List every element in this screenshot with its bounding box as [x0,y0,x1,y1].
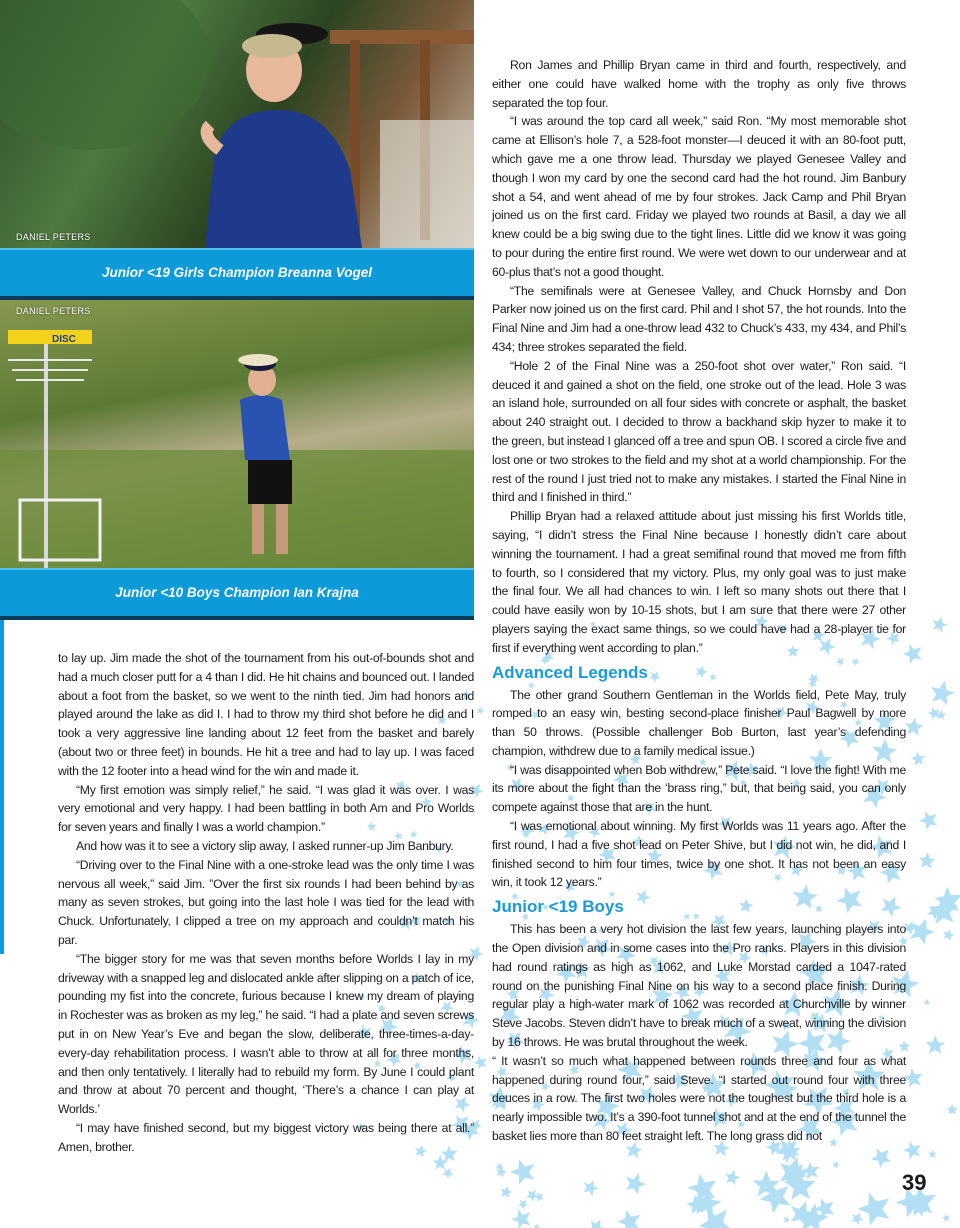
star-decoration [946,1102,960,1117]
star-decoration [928,678,957,706]
article-column-left [58,649,474,1157]
photo-breanna-vogel [0,0,474,248]
star-decoration [494,1161,505,1172]
article-paragraph: “I was disappointed when Bob withdrew,” Pete said. “I love the fight! With me its more about the fight than the ‘brass ring,” but, that being said, you can only compete against those that are in the hunt. [492,762,906,815]
star-decoration [615,1205,647,1228]
page-number: 39 [902,1170,927,1195]
star-decoration [941,927,956,941]
star-decoration [930,615,949,634]
star-decoration [723,1168,742,1186]
article-paragraph: Ron James and Phillip Bryan came in third and fourth, respectively, and either one could have walked home with the trophy as only five throws separated the top four. [492,58,906,110]
star-decoration [832,1160,841,1168]
star-decoration [580,1177,601,1197]
star-decoration [622,1170,649,1196]
photo-credit: DANIEL PETERS [16,306,91,316]
article-column-right [492,56,906,1146]
star-decoration [903,716,924,736]
star-decoration [472,1053,491,1072]
star-decoration [516,1197,530,1211]
star-decoration [782,1215,791,1223]
article-paragraph: “Driving over to the Final Nine with a one-stroke lead was the only time I was nervous all week,” said Jim. ”Over the first six rounds I had been behind by as many as seven strokes, but going into the last hole I was tied for the lead with Chuck. Unfortunately, I clipped a tree on my approach and couldn’t match his par. [58,857,474,947]
article-paragraph: to lay up. Jim made the shot of the tournament from his out-of-bounds shot and had a much closer putt for a 4 than I did. He hit chains and bounced out. I landed about a foot from the basket, so we went to the ninth tied. Jim had honors and played around the lake as did I. I had to throw my third shot before he did and I took a very aggressive line landing about 12 feet from the basket and barely (about two or three feet) in bounds. He hit a tree and had to lay up. I was faced with the 12 footer into a head wind for the win and made it. [58,651,474,778]
photo-caption: Junior <19 Girls Champion Breanna Vogel [0,248,474,300]
star-decoration [507,1154,542,1189]
article-paragraph: “I was around the top card all week,” said Ron. “My most memorable shot came at Ellison’s hole 7, a 528-foot monster—I deuced it with an 80-foot putt, which gave me a one throw lead. Thursday we played Genesee Valley and though I won my card by one the second card had the hot round. Jim Banbury shot a 54, and went ahead of me by four strokes. Jack Camp and Phil Bryan joined us on the first card. Friday we played two rounds at Basil, a day we all knew could be a big swing due to the tight lines. Little did we know it was going to pour during the entire first round. We were wet down to our underwear and at 60-plus that’s not a good thought. [492,114,906,279]
star-decoration [923,999,931,1006]
star-decoration [928,1149,938,1158]
star-decoration [918,851,937,869]
star-decoration [532,1222,541,1228]
star-decoration [910,749,928,768]
photo-ian-krajna [0,300,474,568]
star-decoration [849,1210,866,1227]
article-paragraph: Phillip Bryan had a relaxed attitude about just missing his first Worlds title, saying, “I didn’t stress the Final Nine because I honestly didn’t care about winning the tournament. I had a great semifinal round that moved me from fifth to fourth, so I considered that my victory. Plus, my only goal was to just make the final four. We all had chances to win. I left so many shots out there that I could have easily won by 10-15 shots, but I am sure that there were 27 other players saying the exact same things, so we could have had a 28-player tie for first if everything went according to plan.” [492,509,906,655]
article-paragraph: The other grand Southern Gentleman in the Worlds field, Pete May, truly romped to an easy win, besting second-place finisher Paul Bagwell by more than 50 throws. (Possible challenger Bob Burton, last year’s defending champion, withdrew due to a family medical issue.) [492,687,906,758]
article-paragraph: “I may have finished second, but my biggest victory was being there at all.” Amen, brother. [58,1120,474,1154]
svg-text:DISC: DISC [52,334,76,345]
photo-credit: DANIEL PETERS [16,232,91,242]
article-paragraph: “I was emotional about winning. My first Worlds was 11 years ago. After the first round, I had a five shot lead on Peter Shive, but I did not win, he did, and I finished second to him four times, twice by one shot. It has not been an easy win, it took 12 years.” [492,819,906,890]
star-decoration [476,706,486,716]
star-decoration [854,1185,900,1228]
article-paragraph: This has been a very hot division the last few years, launching players into the Open division and in some cases into the Pro ranks. Players in this division had round ratings as high as 1062, and Luke Morstad carded a 1047-rated round on the punishing Final Nine on his way to a second place finish. During regular play a high-water mark of 1062 was recorded at Churchville by winner Steve Jacobs. Steven didn’t have to break much of a sweat, winning the division by 16 throws. He was brutal throughout the week. [492,922,906,1050]
star-decoration [917,807,943,833]
star-decoration [499,1184,514,1199]
star-decoration [941,1212,953,1224]
article-paragraph: “The semifinals were at Genesee Valley, and Chuck Hornsby and Don Parker now joined us on the first card. Phil and I shot 57, the hot rounds. Into the Final Nine and Jim had a one-throw lead 432 to Chuck’s 433, my 434, and Phil’s 434; three strokes separated the field. [492,283,906,354]
star-decoration [586,1215,608,1228]
article-paragraph: “My first emotion was simply relief,” he said. “I was glad it was over. I was very emotional and very happy. I had been battling in both Am and Pro Worlds for seven years and finally I was a world champion.” [58,782,474,835]
article-paragraph: “The bigger story for me was that seven months before Worlds I lay in my driveway with a snapped leg and dislocated ankle after slipping on a patch of ice, pounding my fist into the concrete, furious because I knew my dream of playing in Rochester was as broken as my leg,” he said. “I had a plate and seven screws put in on New Year’s Eve and began the slow, deliberate, three-times-a-day-every-day rehabilitation process. I wasn’t able to throw at all for three months, and then only tentatively. I literally had to rebuild my form. By June I could plant and throw at about 70 percent and thought, ‘There’s a chance I can play at Worlds.’ [58,951,474,1117]
star-decoration [868,1143,896,1171]
accent-strip [0,620,4,954]
star-decoration [800,1159,823,1183]
section-heading-junior-19-boys: Junior <19 Boys [492,897,624,917]
photo-caption: Junior <10 Boys Champion Ian Krajna [0,568,474,620]
star-decoration [925,1035,945,1055]
article-paragraph: And how was it to see a victory slip away, I asked runner-up Jim Banbury. [76,838,454,853]
article-paragraph: “ It wasn’t so much what happened between rounds three and four as what happened during round four,” said Steve. “I started out round four with three deuces in a row. The first two holes were not the toughest but the third hole is a nearly impossible two. It’s a 390-foot tunnel shot and at the end of the tunnel the basket lies more than 80 feet straight left. The long grass did not [492,1053,906,1144]
article-paragraph: “Hole 2 of the Final Nine was a 250-foot shot over water,” Ron said. “I deuced it and gained a shot on the field, one stroke out of the lead. Hole 3 was an island hole, surrounded on all four sides with concrete or asphalt, the basket about 240 straight out. I decided to throw a backhand skip hyzer to make it to the green, but instead I glanced off a tree and spun OB. I scored a circle five and lost one or two strokes to the field and my shot at a world championship. For the rest of the round I just tried not to make any mistakes. I started the Final Nine in third and I finished in third.” [492,358,906,505]
star-decoration [509,1205,536,1228]
section-heading-advanced-legends: Advanced Legends [492,662,648,682]
